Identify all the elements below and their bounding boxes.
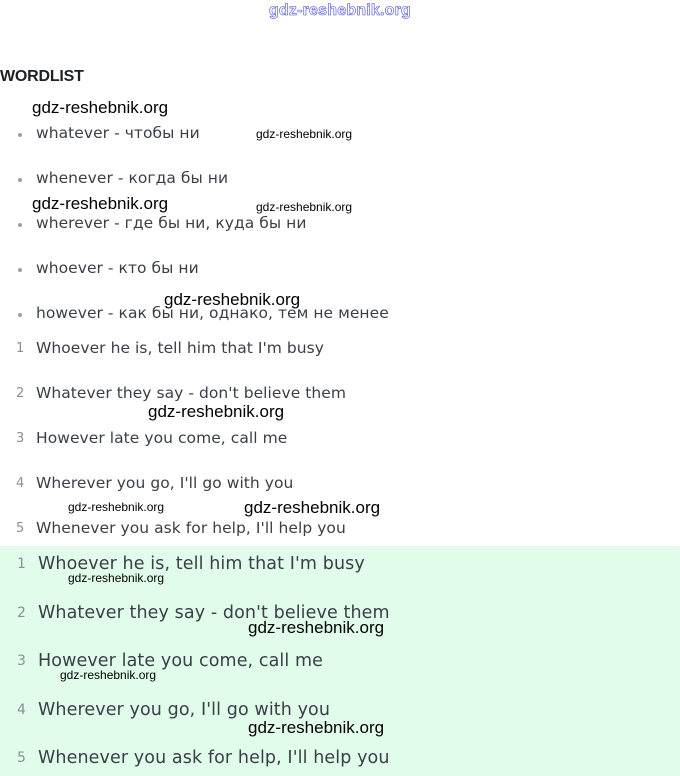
answer-number: 3 [17, 653, 26, 669]
answer-item [0, 744, 390, 772]
bullet-icon [0, 126, 36, 141]
wordlist-item-text: wherever - где бы ни, куда бы ни [36, 214, 307, 232]
wordlist-item [0, 121, 200, 145]
sentence-number: 2 [16, 385, 25, 401]
watermark: gdz-reshebnik.org [68, 500, 165, 514]
wordlist-item-text: whoever - кто бы ни [36, 259, 199, 277]
sentence-text: Whatever they say - don't believe them [36, 384, 347, 402]
sentence-item [0, 426, 287, 450]
answer-text: Whoever he is, tell him that I'm busy [38, 554, 365, 574]
sentence-item [0, 471, 293, 495]
bullet-icon [0, 216, 36, 231]
answer-text: Wherever you go, I'll go with you [38, 700, 331, 720]
wordlist-item [0, 256, 199, 280]
answer-text: Whenever you ask for help, I'll help you [38, 748, 390, 768]
sentence-item [0, 336, 324, 360]
answer-item [0, 647, 323, 675]
sentence-text: Whenever you ask for help, I'll help you [36, 519, 346, 537]
answer-number: 2 [17, 605, 26, 621]
sentence-text: Wherever you go, I'll go with you [36, 474, 294, 492]
watermark: gdz-reshebnik.org [248, 618, 385, 637]
sentence-number: 5 [16, 520, 25, 536]
bullet-icon [0, 261, 36, 276]
watermark: gdz-reshebnik.org [164, 290, 301, 309]
bullet-icon [0, 306, 36, 321]
site-banner: gdz-reshebnik.org [268, 2, 412, 19]
bullet-icon [0, 171, 36, 186]
watermark: gdz-reshebnik.org [32, 98, 169, 117]
wordlist-item [0, 166, 228, 190]
watermark: gdz-reshebnik.org [60, 668, 157, 682]
wordlist-item-text: whenever - когда бы ни [36, 169, 229, 187]
sentence-text: However late you come, call me [36, 429, 288, 447]
sentence-number: 1 [16, 340, 25, 356]
sentence-text: Whoever he is, tell him that I'm busy [36, 339, 325, 357]
sentence-item [0, 516, 346, 540]
watermark: gdz-reshebnik.org [248, 718, 385, 737]
watermark: gdz-reshebnik.org [32, 194, 169, 213]
watermark: gdz-reshebnik.org [244, 498, 381, 517]
watermark: gdz-reshebnik.org [256, 200, 353, 214]
sentence-number: 3 [16, 430, 25, 446]
answer-number: 5 [17, 750, 26, 766]
wordlist-heading: WORDLIST [0, 68, 84, 85]
wordlist-item-text: however - как бы ни, однако, тем не менее [36, 304, 389, 322]
sentence-number: 4 [16, 475, 25, 491]
answer-number: 1 [17, 556, 26, 572]
watermark: gdz-reshebnik.org [148, 402, 285, 421]
watermark: gdz-reshebnik.org [68, 571, 165, 585]
answer-number: 4 [17, 702, 26, 718]
watermark: gdz-reshebnik.org [256, 127, 353, 141]
answer-text: However late you come, call me [38, 651, 324, 671]
wordlist-item [0, 211, 306, 235]
answer-text: Whatever they say - don't believe them [38, 603, 390, 623]
wordlist-item-text: whatever - чтобы ни [36, 124, 200, 142]
answer-item [0, 550, 365, 578]
